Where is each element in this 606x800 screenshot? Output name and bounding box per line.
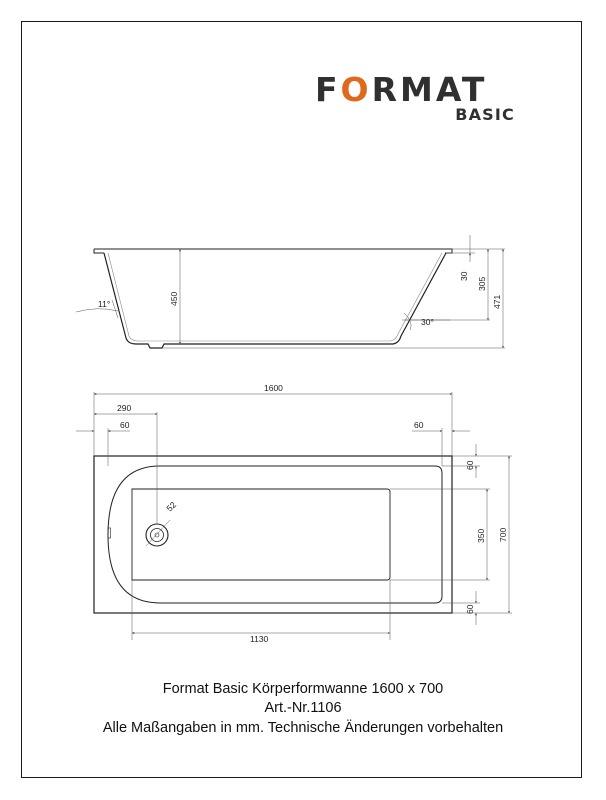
- side-view: [94, 249, 452, 348]
- label-angle-30: 30°: [421, 317, 434, 327]
- top-outer-rim: [94, 456, 452, 613]
- label-471: 471: [492, 294, 502, 309]
- logo-sub: BASIC: [455, 105, 515, 124]
- label-305: 305: [477, 276, 487, 291]
- label-700: 700: [498, 527, 508, 542]
- label-60-left: 60: [120, 420, 130, 430]
- label-60-right: 60: [414, 420, 424, 430]
- side-tub-inner: [108, 253, 442, 341]
- label-angle-11: 11°: [98, 299, 111, 309]
- caption-product: Format Basic Körperformwanne 1600 x 700: [162, 681, 444, 697]
- caption-article: Art.-Nr.1106: [264, 700, 342, 716]
- label-290: 290: [117, 403, 132, 413]
- label-450: 450: [169, 291, 179, 306]
- top-view: [94, 456, 452, 613]
- caption-note: Alle Maßangaben in mm. Technische Änderungen vorbehalten: [102, 720, 504, 736]
- label-60-bottom: 60: [465, 604, 475, 614]
- label-350: 350: [476, 528, 486, 543]
- logo-brand: FORMAT: [315, 70, 488, 109]
- side-rim: [94, 249, 452, 253]
- label-52: 52: [164, 499, 179, 514]
- label-1600: 1600: [264, 383, 283, 393]
- label-1130: 1130: [250, 634, 269, 644]
- side-tub-body: [104, 253, 446, 348]
- top-inner-basin: [108, 466, 442, 603]
- label-60-top: 60: [465, 460, 475, 470]
- label-30: 30: [459, 271, 469, 281]
- side-dimensions: [76, 235, 505, 348]
